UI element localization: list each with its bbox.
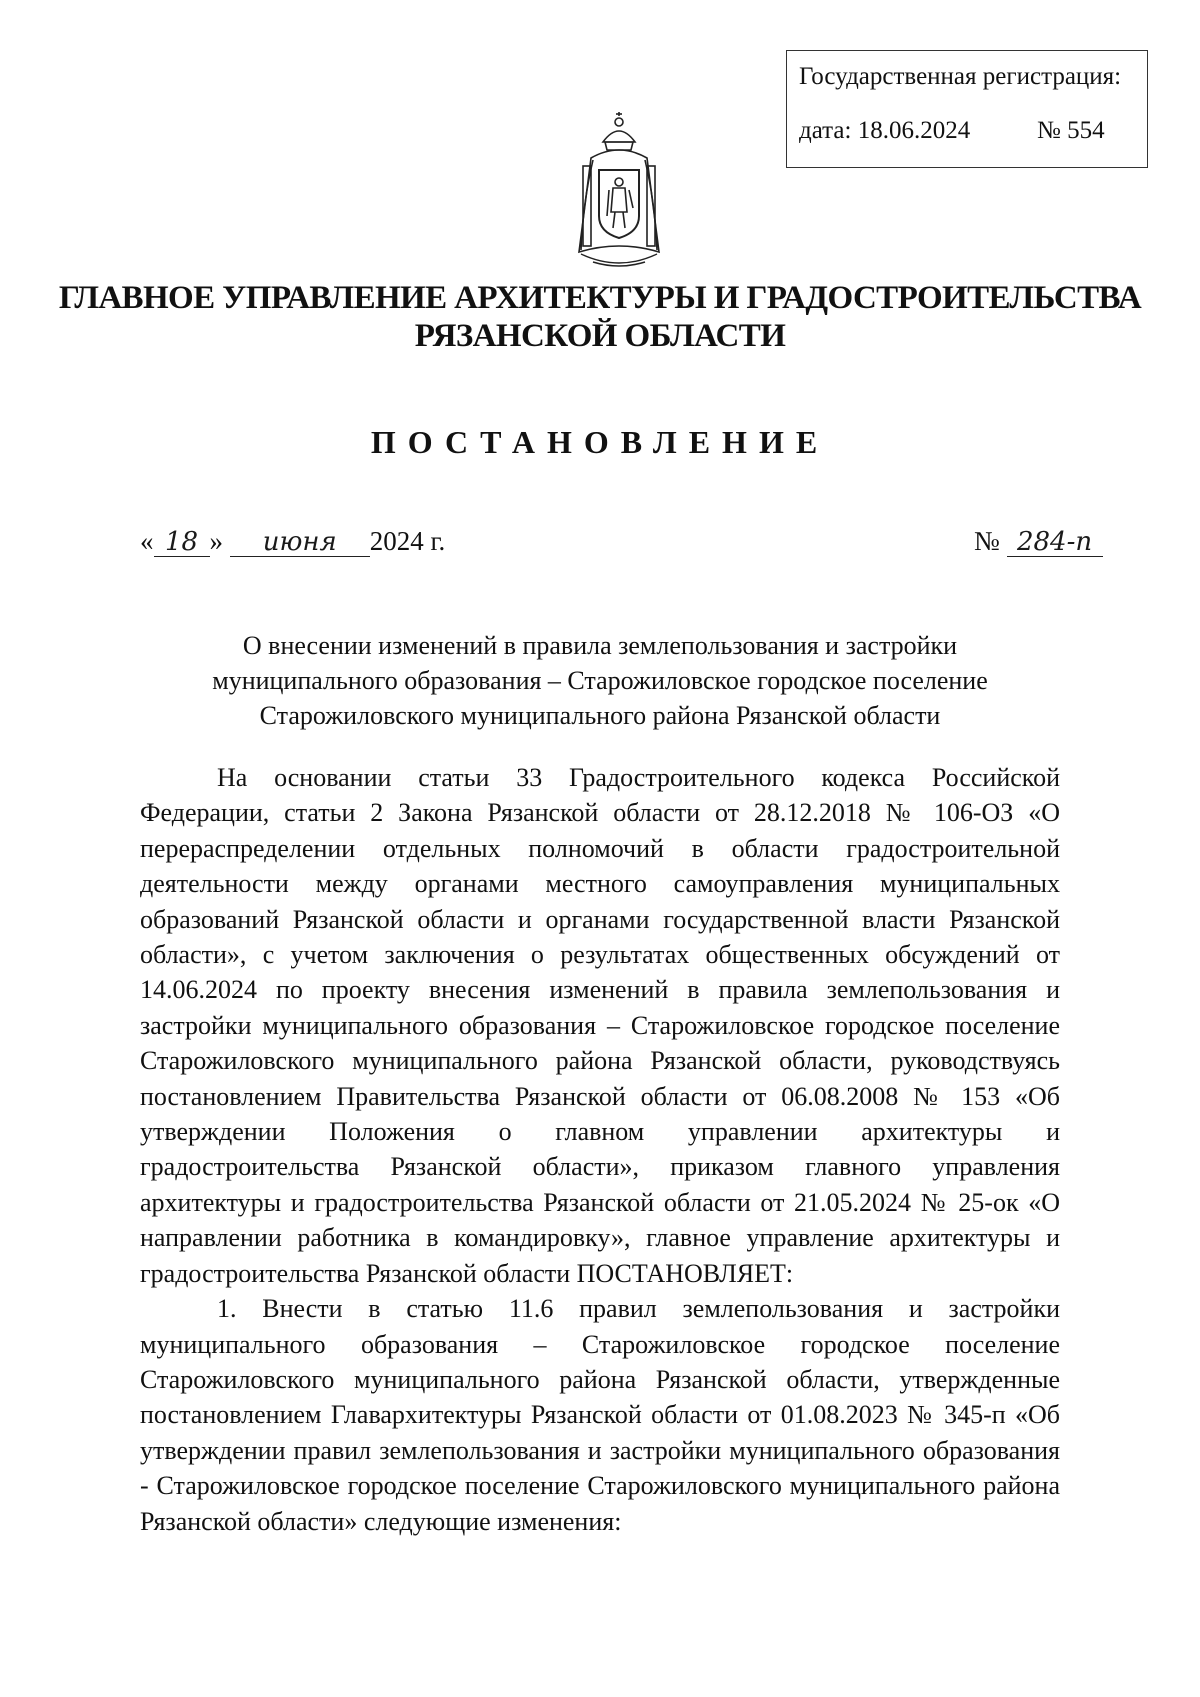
date-close-quote: »	[209, 526, 223, 556]
subject-line2: муниципального образования – Старожиловское городское поселение	[212, 666, 988, 695]
body-paragraph-1: На основании статьи 33 Градостроительного кодекса Российской Федерации, статьи 2 Закона Рязанской области от 28.12.2018 № 106-ОЗ «О перераспределении отдельных полномочий в области градостроительной деятельности между органами местного самоуправления муниципальных образований Рязанской области и органами государственной власти Рязанской области», с учетом заключения о результатах общественных обсуждений от 14.06.2024 по проекту внесения изменений в правила землепользования и застройки муниципального образования – Старожиловское городское поселение Старожиловского муниципального района Рязанской области, руководствуясь постановлением Правительства Рязанской области от 06.08.2008 № 153 «Об утверждении Положения о главном управлении архитектуры и градостроительства Рязанской области», приказом главного управления архитектуры и градостроительства Рязанской области от 21.05.2024 № 25-ок «О направлении работника в командировку», главное управление архитектуры и градостроительства Рязанской области ПОСТАНОВЛЯЕТ:	[140, 763, 1060, 1288]
date-year: 2024 г.	[369, 526, 446, 556]
handwritten-day: 18	[154, 528, 210, 557]
document-type-title: ПОСТАНОВЛЕНИЕ	[370, 424, 830, 460]
document-subject	[140, 628, 1060, 733]
ryazan-coat-of-arms-icon	[563, 112, 675, 274]
registration-date: дата: 18.06.2024	[799, 117, 971, 144]
subject-line3: Старожиловского муниципального района Рязанской области	[259, 701, 941, 730]
registration-stamp	[786, 50, 1148, 168]
date-open-quote: «	[140, 526, 154, 556]
org-name-line1: ГЛАВНОЕ УПРАВЛЕНИЕ АРХИТЕКТУРЫ И ГРАДОСТРОИТЕЛЬСТВА	[58, 280, 1142, 316]
handwritten-number: 284-п	[1007, 528, 1103, 557]
document-date	[140, 526, 445, 557]
number-prefix: №	[974, 526, 1000, 556]
handwritten-month: июня	[230, 528, 370, 557]
body-paragraph-2: 1. Внести в статью 11.6 правил землепользования и застройки муниципального образования – Старожиловское городское поселение Старожиловского муниципального района Рязанской области, утвержденные постановлением Главархитектуры Рязанской области от 01.08.2023 № 345-п «Об утверждении правил землепользования и застройки муниципального образования - Старожиловское городское поселение Старожиловского муниципального района Рязанской области» следующие изменения:	[140, 1294, 1060, 1536]
subject-line1: О внесении изменений в правила землепользования и застройки	[242, 631, 958, 660]
registration-title: Государственная регистрация:	[799, 63, 1122, 90]
org-name-line2: РЯЗАНСКОЙ ОБЛАСТИ	[414, 318, 786, 354]
document-number	[974, 526, 1103, 557]
registration-number: № 554	[1037, 117, 1105, 144]
document-body	[140, 760, 1060, 1539]
